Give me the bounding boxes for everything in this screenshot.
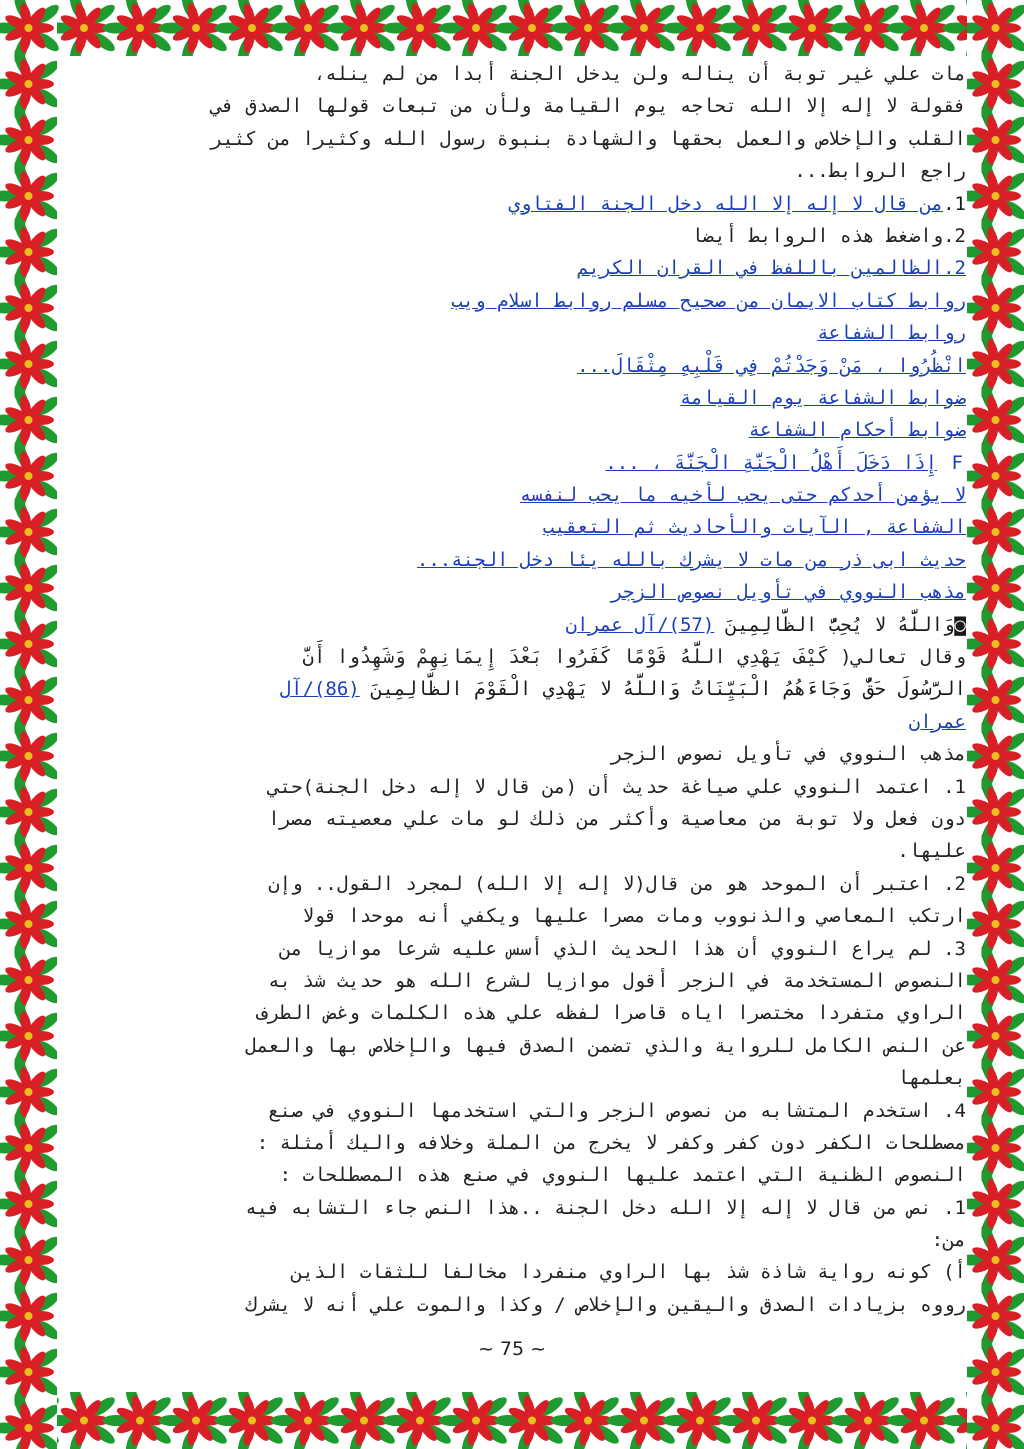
body-line-1: مات علي غير توبة أن يناله ولن يدخل الجنة أبدا من لم ينله،	[313, 63, 966, 85]
link-line-8	[58, 447, 966, 479]
poinsettia-flower-icon	[967, 663, 1024, 738]
body-line-24: دون فعل ولا توبة من معاصية وأكثر من ذلك لو مات علي معصيته مصرا	[268, 807, 966, 830]
link-fatawa[interactable]: من قال لا إله إلا الله دخل الجنة الفتاوي	[508, 192, 944, 215]
poinsettia-flower-icon	[967, 1391, 1024, 1449]
poinsettia-flower-icon	[0, 103, 57, 178]
poinsettia-flower-icon	[0, 887, 57, 962]
link-dakhala-ahl-aljanna[interactable]: إِذَا دَخَلَ أَهْلُ الْجَنَّةِ الْجَنَّةَ ، ...	[605, 451, 938, 474]
body-line-2: فقولة لا إله إلا الله تحاجه يوم القيامة ولأن من تبعات قولها الصدق في	[211, 95, 966, 118]
poinsettia-flower-icon	[967, 943, 1024, 1018]
poinsettia-flower-icon	[967, 831, 1024, 906]
list-number: 1.	[943, 192, 966, 215]
link-zalimin[interactable]: 2.الظالمين باللفظ في القران الكريم	[577, 257, 966, 280]
body-line-39: رووه بزيادات الصدق واليقين والإخلاص / وكذا والموت علي أنه لا يشرك	[245, 1293, 966, 1316]
poinsettia-flower-icon	[967, 0, 1024, 65]
link-line-10	[58, 511, 966, 543]
poinsettia-flower-icon	[967, 1167, 1024, 1242]
border-left	[0, 0, 57, 1449]
link-line-2	[58, 252, 966, 284]
verse-line-1	[58, 609, 966, 641]
poinsettia-flower-icon	[967, 775, 1024, 850]
link-line-11	[58, 544, 966, 576]
link-line-6	[58, 382, 966, 414]
link-dawabit-ahkam[interactable]: ضوابط أحكام الشفاعة	[748, 419, 966, 442]
poinsettia-flower-icon	[0, 215, 57, 290]
poinsettia-flower-icon	[967, 383, 1024, 458]
poinsettia-flower-icon	[0, 1223, 57, 1298]
poinsettia-flower-icon	[0, 495, 57, 570]
poinsettia-flower-icon	[0, 831, 57, 906]
body-line-19: وقال تعالي( كَيْفَ يَهْدِي اللَّهُ قَوْمًا كَفَرُوا بَعْدَ إِيمَانِهِمْ وَشَهِدُوا أَنَّ	[302, 646, 966, 669]
body-line-36: 1. نص من قال لا إله إلا الله دخل الجنة ..هذا النص جاء التشابه فيه	[245, 1196, 966, 1219]
body-line-31: عن النص الكامل للرواية والذي تضمن الصدق فيها والإخلاص بها والعمل	[245, 1034, 966, 1057]
link-line-9	[58, 479, 966, 511]
poinsettia-flower-icon	[0, 999, 57, 1074]
poinsettia-flower-icon	[0, 1167, 57, 1242]
page-body	[58, 58, 966, 1388]
body-line-4: راجع الروابط...	[794, 160, 966, 183]
section-heading: مذهب النووي في تأويل نصوص الزجر	[611, 743, 966, 766]
body-line-33: 4. استخدم المتشابه من نصوص الزجر والتي استخدمها النووي في صنع	[268, 1099, 966, 1122]
link-line-3	[58, 285, 966, 317]
poinsettia-flower-icon	[0, 607, 57, 682]
link-line-13	[58, 706, 966, 738]
poinsettia-flower-icon	[0, 439, 57, 514]
border-bottom	[0, 1392, 1024, 1449]
link-line-5	[58, 350, 966, 382]
poinsettia-flower-icon	[967, 215, 1024, 290]
body-line-26: 2. اعتبر أن الموحد هو من قال(لا إله إلا الله) لمجرد القول.. وإن	[268, 872, 966, 895]
poinsettia-flower-icon	[967, 327, 1024, 402]
body-line-32: بعلمها	[897, 1067, 966, 1090]
link-line-4	[58, 317, 966, 349]
body-line-30: الراوي متفردا مختصرا اياه قاصرا لفظه علي هذه الكلمات وغض الطرف	[256, 1002, 966, 1025]
poinsettia-flower-icon	[0, 1391, 57, 1449]
link-al-imran-57[interactable]: (57)/آل عمران	[565, 613, 715, 636]
body-line-6: 2.واضغط هذه الروابط أيضا	[691, 224, 966, 247]
poinsettia-flower-icon	[967, 999, 1024, 1074]
poinsettia-flower-icon	[0, 1055, 57, 1130]
poinsettia-flower-icon	[0, 943, 57, 1018]
page-number: ~ 75 ~	[477, 1338, 547, 1360]
poinsettia-flower-icon	[967, 495, 1024, 570]
poinsettia-flower-icon	[0, 1111, 57, 1186]
poinsettia-flower-icon	[967, 1055, 1024, 1130]
link-shafaa-ayat[interactable]: الشفاعة , الآيات والأحاديث ثم التعقيب	[542, 516, 966, 539]
body-line-23: 1. اعتمد النووي علي صياغة حديث أن (من قال لا إله دخل الجنة)حتي	[268, 775, 966, 798]
border-top	[0, 0, 1024, 56]
square-bullet: ◙	[954, 613, 966, 636]
link-shafaa[interactable]: روابط الشفاعة	[817, 322, 966, 345]
link-dawabit-qiyama[interactable]: ضوابط الشفاعة يوم القيامة	[680, 386, 966, 409]
link-line-12	[58, 576, 966, 608]
poinsettia-flower-icon	[967, 551, 1024, 626]
link-hadith-abi-dhar[interactable]: حديث ابى ذر من مات لا يشرك بالله يئا دخل الجنة...	[416, 548, 966, 571]
link-line-7	[58, 414, 966, 446]
poinsettia-flower-icon	[967, 607, 1024, 682]
body-line-38: أ) كونه رواية شاذة شذ بها الراوي منفردا مخالفا للثقات الذين	[291, 1261, 966, 1284]
poinsettia-flower-icon	[0, 551, 57, 626]
poinsettia-flower-icon	[0, 159, 57, 234]
poinsettia-flower-icon	[0, 47, 57, 122]
verse-line-2	[58, 673, 966, 705]
bullet-marker: F	[951, 451, 966, 474]
link-madhhab-nawawi[interactable]: مذهب النووي في تأويل نصوص الزجر	[611, 581, 966, 604]
poinsettia-flower-icon	[967, 47, 1024, 122]
body-line-35: النصوص الظنية التي اعتمد عليها النووي في صنع هذه المصطلحات :	[279, 1164, 966, 1187]
poinsettia-flower-icon	[0, 0, 57, 65]
body-line-25: عليها.	[897, 840, 966, 863]
link-imran[interactable]: عمران	[908, 710, 966, 733]
poinsettia-flower-icon	[967, 159, 1024, 234]
link-al-imran-86[interactable]: (86)/آل	[279, 678, 360, 701]
poinsettia-flower-icon	[0, 719, 57, 794]
poinsettia-flower-icon	[967, 103, 1024, 178]
poinsettia-flower-icon	[0, 383, 57, 458]
link-la-yuminu[interactable]: لا يؤمن أحدكم حتى يحب لأخيه ما يحب لنفسه	[519, 484, 966, 507]
poinsettia-flower-icon	[967, 1111, 1024, 1186]
poinsettia-flower-icon	[0, 327, 57, 402]
poinsettia-flower-icon	[0, 775, 57, 850]
body-line-34: مصطلحات الكفر دون كفر وكفر لا يخرج من الملة وخلافه واليك أمثلة :	[256, 1131, 966, 1154]
poinsettia-flower-icon	[0, 663, 57, 738]
poinsettia-flower-icon	[967, 439, 1024, 514]
body-line-27: ارتكب المعاصي والذنووب ومات مصرا عليها ويكفي أنه موحدا قولا	[302, 905, 966, 928]
poinsettia-flower-icon	[967, 887, 1024, 962]
body-line-37: من:	[931, 1229, 966, 1252]
verse-text: الرَّسُولَ حَقٌّ وَجَاءَهُمُ الْبَيِّنَاتُ وَاللَّهُ لا يَهْدِي الْقَوْمَ الظَّالِمِينَ	[371, 678, 966, 701]
poinsettia-flower-icon	[967, 719, 1024, 794]
border-right	[967, 0, 1024, 1449]
link-line-1	[58, 188, 966, 220]
body-line-28: 3. لم يراع النووي أن هذا الحديث الذي أسس عليه شرعا موازيا من	[279, 937, 966, 960]
link-iman-muslim[interactable]: روابط كتاب الايمان من صحيح مسلم روابط اسلام ويب	[451, 289, 966, 312]
body-line-29: النصوص المستخدمة في الزجر أقول موازيا لشرع الله هو حديث شذ به	[268, 969, 966, 992]
body-line-3: القلب والإخلاص والعمل بحقها والشهادة بنبوة رسول الله وكثيرا من كثير	[211, 127, 966, 150]
poinsettia-flower-icon	[967, 1223, 1024, 1298]
link-unzuru[interactable]: انْظُرُوا ، مَنْ وَجَدْتُمْ فِي قَلْبِهِ مِثْقَالَ...	[577, 354, 966, 377]
poinsettia-flower-icon	[0, 271, 57, 346]
verse-text: وَاللَّهُ لا يُحِبُّ الظَّالِمِينَ	[725, 613, 955, 636]
poinsettia-flower-icon	[967, 271, 1024, 346]
